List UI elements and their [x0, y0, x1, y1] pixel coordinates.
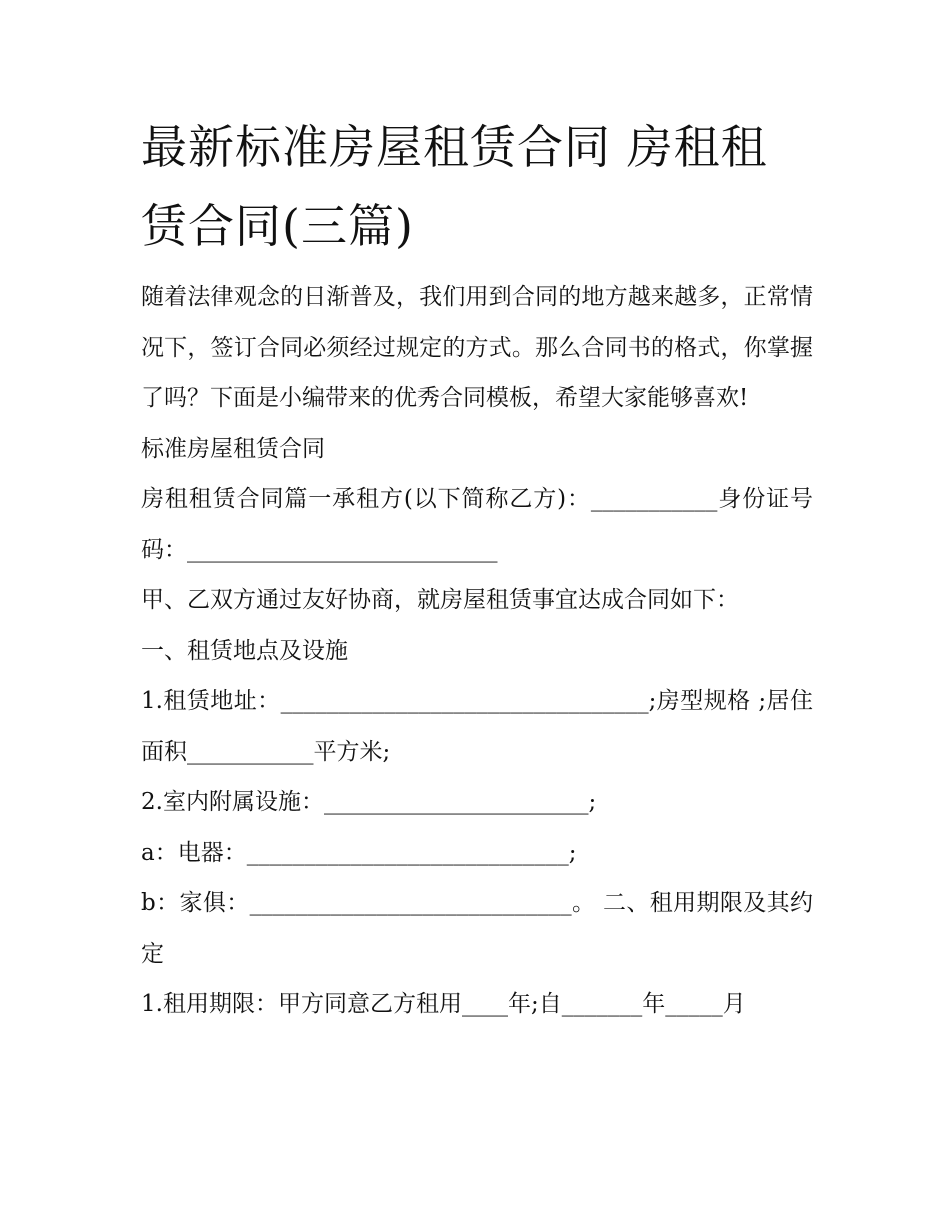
clause-address: 1.租赁地址：________________________________;房型规格 ;居住面积___________平方米; — [141, 688, 813, 765]
clause-furniture: b：家俱：____________________________。 二、租用期限及其约定 — [141, 890, 813, 967]
clause-facilities: 2.室内附属设施：_______________________; — [141, 789, 597, 815]
lessee-info-line: 房租租赁合同篇一承租方(以下简称乙方)：___________身份证号码：___________________________ — [141, 486, 813, 563]
document-title: 最新标准房屋租赁合同 房租租赁合同(三篇) — [141, 120, 768, 253]
clause-heading-location: 一、租赁地点及设施 — [141, 637, 348, 664]
clause-appliances: a：电器：____________________________; — [141, 839, 577, 866]
clause-lease-term: 1.租用期限：甲方同意乙方租用____年;自_______年_____月 — [141, 991, 746, 1017]
document-body — [141, 108, 813, 1030]
agreement-statement: 甲、乙双方通过友好协商，就房屋租赁事宜达成合同如下： — [141, 587, 739, 613]
section-heading: 标准房屋租赁合同 — [141, 435, 325, 462]
intro-paragraph: 随着法律观念的日渐普及，我们用到合同的地方越来越多，正常情况下，签订合同必须经过规定的方式。那么合同书的格式，你掌握了吗？下面是小编带来的优秀合同模板，希望大家能够喜欢! — [141, 284, 813, 411]
